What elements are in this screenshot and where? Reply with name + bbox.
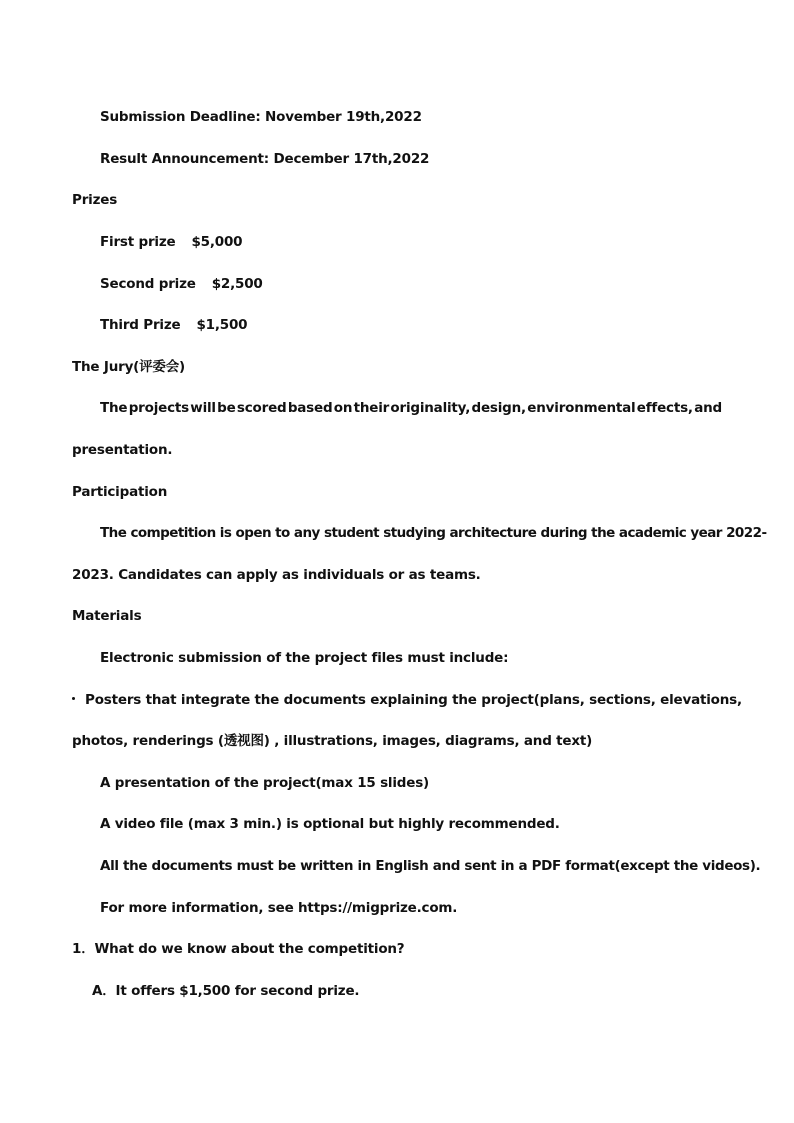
prizes-heading: Prizes: [72, 192, 118, 208]
materials-language: All the documents must be written in English and sent in a PDF format(except the videos).: [100, 858, 761, 874]
prize-third: [100, 316, 247, 334]
prize-amount: $5,000: [191, 234, 243, 250]
participation-text-line2: 2023. Candidates can apply as individuals or as teams.: [72, 567, 481, 583]
word: be: [217, 400, 236, 416]
word: on: [333, 400, 353, 416]
materials-video: A video file (max 3 min.) is optional but highly recommended.: [100, 816, 560, 832]
materials-bullet-line1: [72, 691, 742, 709]
word: their: [353, 400, 390, 416]
word: will: [190, 400, 216, 416]
bullet-text: Posters that integrate the documents explaining the project(plans, sections, elevations,: [85, 692, 742, 708]
word: design,: [471, 400, 526, 416]
prize-label: First prize: [100, 234, 176, 250]
prize-label: Third Prize: [100, 317, 181, 333]
prize-label: Second prize: [100, 276, 196, 292]
bullet-icon: [72, 697, 75, 700]
result-announcement: Result Announcement: December 17th,2022: [100, 151, 430, 167]
word: effects,: [636, 400, 693, 416]
word: environmental: [527, 400, 636, 416]
jury-text-line1: [100, 399, 722, 417]
word: The: [100, 400, 128, 416]
word: scored: [236, 400, 287, 416]
prize-amount: $2,500: [211, 276, 263, 292]
word: based: [287, 400, 333, 416]
question-option-a: A．It offers $1,500 for second prize.: [92, 983, 360, 999]
submission-deadline: Submission Deadline: November 19th,2022: [100, 109, 422, 125]
materials-bullet-line2: photos, renderings (透视图) , illustrations, images, diagrams, and text): [72, 733, 593, 749]
word: projects: [128, 400, 189, 416]
prize-second: [100, 275, 263, 293]
materials-intro: Electronic submission of the project files must include:: [100, 650, 509, 666]
materials-presentation: A presentation of the project(max 15 slides): [100, 775, 430, 791]
prize-amount: $1,500: [196, 317, 248, 333]
word: and: [694, 400, 722, 416]
materials-more-info: For more information, see https://migprize.com.: [100, 900, 458, 916]
participation-text-line1: The competition is open to any student studying architecture during the academic year 2022-: [100, 525, 767, 541]
word: originality,: [390, 400, 471, 416]
question-stem: 1．What do we know about the competition?: [72, 941, 405, 957]
materials-heading: Materials: [72, 608, 142, 624]
prize-first: [100, 233, 242, 251]
jury-text-line2: presentation.: [72, 442, 173, 458]
participation-heading: Participation: [72, 484, 168, 500]
jury-heading: The Jury(评委会): [72, 359, 186, 375]
